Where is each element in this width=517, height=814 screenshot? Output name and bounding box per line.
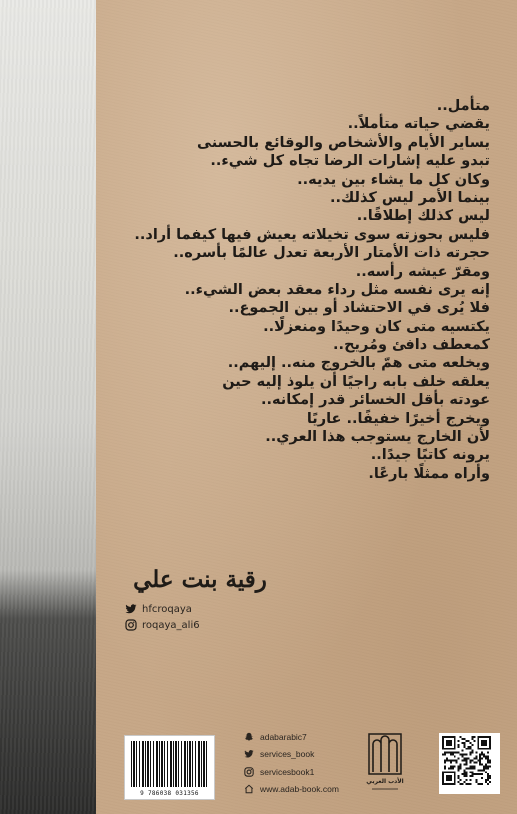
instagram-icon xyxy=(125,619,137,631)
author-twitter-handle: hfcroqaya xyxy=(142,603,192,615)
poem-line: حجرته ذات الأمتار الأربعة تعدل عالمًا بأسره.. xyxy=(173,245,490,262)
cover-photo-strip xyxy=(0,0,96,814)
publisher-snapchat-handle: adabarabic7 xyxy=(260,731,307,742)
poem-line: يعلقه خلف بابه راجيًا أن يلوذ إليه حين xyxy=(222,373,490,390)
barcode-number: 9 786038 031356 xyxy=(140,790,199,797)
publisher-snapchat[interactable] xyxy=(244,728,384,746)
publisher-website[interactable] xyxy=(244,781,384,799)
poem-line: كمعطف دافئ ومُريح.. xyxy=(333,337,490,354)
publisher-logo xyxy=(365,732,405,794)
publisher-twitter-handle: services_book xyxy=(260,749,315,760)
poem-line: لأن الخارج يستوجب هذا العري.. xyxy=(265,429,490,446)
poem-line: يقضي حياته متأملاً.. xyxy=(347,116,490,133)
poem-line: فليس بحوزته سوى تخيلاته يعيش فيها كيفما أراد.. xyxy=(134,226,490,243)
snapchat-icon xyxy=(244,732,254,742)
poem-line: عودته بأقل الخسائر قدر إمكانه.. xyxy=(260,392,490,409)
home-icon xyxy=(244,784,254,794)
qr-code[interactable] xyxy=(439,733,500,794)
poem-text xyxy=(90,97,490,483)
author-instagram[interactable] xyxy=(125,619,200,631)
author-signature: رقية بنت علي xyxy=(133,566,267,593)
poem-line: تبدو عليه إشارات الرضا تجاه كل شيء.. xyxy=(210,153,490,170)
poem-line: متأمل.. xyxy=(436,98,490,114)
poem-line: يرونه كاتبًا جيدًا.. xyxy=(370,447,490,464)
poem-line: يساير الأيام والأشخاص والوقائع بالحسنى xyxy=(197,134,490,151)
publisher-twitter[interactable] xyxy=(244,746,384,764)
publisher-instagram-handle: servicesbook1 xyxy=(260,766,315,777)
barcode-bars xyxy=(131,741,208,787)
author-instagram-handle: roqaya_ali6 xyxy=(142,619,200,631)
poem-line: ويخلعه متى همّ بالخروج منه.. إليهم.. xyxy=(227,355,490,372)
poem-line: ويخرج أخيرًا خفيفًا.. عاريًا xyxy=(306,410,490,427)
author-twitter[interactable] xyxy=(125,603,192,615)
poem-line: وأراه ممثلًا بارعًا. xyxy=(368,465,490,482)
twitter-icon xyxy=(244,749,254,759)
poem-line: بينما الأمر ليس كذلك.. xyxy=(330,189,490,206)
instagram-icon xyxy=(244,767,254,777)
twitter-icon xyxy=(125,603,137,615)
publisher-instagram[interactable] xyxy=(244,763,384,781)
poem-line: يكتسيه متى كان وحيدًا ومنعزلًا.. xyxy=(263,318,490,335)
poem-line: ليس كذلك إطلاقًا.. xyxy=(356,208,490,225)
poem-line: فلا يُرى في الاحتشاد أو بين الجموع.. xyxy=(228,300,490,317)
publisher-contacts xyxy=(244,728,384,798)
isbn-barcode xyxy=(124,735,215,800)
poem-line: إنه يرى نفسه مثل رداء معقد بعض الشيء.. xyxy=(184,281,490,298)
publisher-website-url: www.adab-book.com xyxy=(260,784,339,795)
poem-line: وكان كل ما يشاء بين يديه.. xyxy=(297,171,490,188)
publisher-logo-text: الأدب العربي xyxy=(366,778,404,785)
poem-line: ومقرّ عيشه رأسه.. xyxy=(355,263,490,280)
